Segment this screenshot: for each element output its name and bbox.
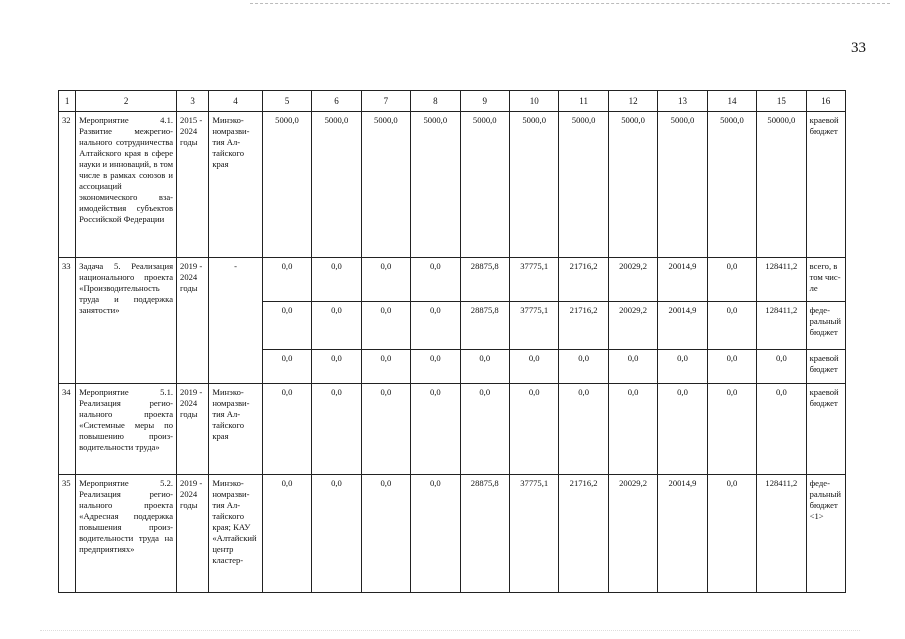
value-cell: 0,0 <box>361 258 410 302</box>
value-cell: 20029,2 <box>608 302 657 350</box>
value-cell: 21716,2 <box>559 302 608 350</box>
header-cell: 9 <box>460 91 509 112</box>
funding-source: федеральный бюджет <box>806 302 845 350</box>
funding-source: всего, в том числе <box>806 258 845 302</box>
value-cell: 0,0 <box>658 350 707 384</box>
value-cell: 5000,0 <box>509 112 558 258</box>
budget-table <box>58 90 846 593</box>
value-cell: 37775,1 <box>509 475 558 593</box>
value-cell: 28875,8 <box>460 475 509 593</box>
value-cell: 20014,9 <box>658 258 707 302</box>
value-cell: 50000,0 <box>757 112 806 258</box>
value-cell: 0,0 <box>608 384 657 475</box>
table-row <box>59 112 846 258</box>
table-row <box>59 475 846 593</box>
header-cell: 2 <box>76 91 177 112</box>
header-cell: 13 <box>658 91 707 112</box>
value-cell: 0,0 <box>262 258 311 302</box>
value-cell: 0,0 <box>411 384 460 475</box>
value-cell: 0,0 <box>361 384 410 475</box>
value-cell: 21716,2 <box>559 258 608 302</box>
value-cell: 0,0 <box>707 350 756 384</box>
row-number: 35 <box>59 475 76 593</box>
value-cell: 5000,0 <box>559 112 608 258</box>
value-cell: 5000,0 <box>312 112 361 258</box>
value-cell: 0,0 <box>262 350 311 384</box>
value-cell: 0,0 <box>509 350 558 384</box>
table-row <box>59 258 846 302</box>
value-cell: 0,0 <box>411 350 460 384</box>
value-cell: 20029,2 <box>608 258 657 302</box>
value-cell: 0,0 <box>707 384 756 475</box>
value-cell: 128411,2 <box>757 475 806 593</box>
table-row <box>59 384 846 475</box>
value-cell: 0,0 <box>509 384 558 475</box>
header-cell: 3 <box>177 91 209 112</box>
value-cell: 5000,0 <box>658 112 707 258</box>
value-cell: 0,0 <box>411 302 460 350</box>
header-cell: 16 <box>806 91 845 112</box>
value-cell: 37775,1 <box>509 302 558 350</box>
value-cell: 20014,9 <box>658 302 707 350</box>
value-cell: 5000,0 <box>707 112 756 258</box>
value-cell: 0,0 <box>707 302 756 350</box>
value-cell: 5000,0 <box>460 112 509 258</box>
header-cell: 10 <box>509 91 558 112</box>
activity-name: Мероприятие 5.2. Реализация регионального проекта «Адресная поддержка повышения производительности труда на предприятиях» <box>76 475 177 593</box>
value-cell: 0,0 <box>460 350 509 384</box>
activity-name: Мероприятие 4.1. Развитие межрегионального сотрудничества Алтайского края в сфере науки и инноваций, в том числе в рамках союзов и ассоциаций экономического взаимодействия субъектов Российской Федерации <box>76 112 177 258</box>
activity-name: Задача 5. Реализация национального проекта «Производительность труда и поддержка занятости» <box>76 258 177 384</box>
executor: Минэкономразвития Алтайского края <box>209 384 262 475</box>
executor: Минэкономразвития Алтайского края; КАУ «Алтайский центр кластер- <box>209 475 262 593</box>
executor: - <box>209 258 262 384</box>
row-number: 32 <box>59 112 76 258</box>
value-cell: 37775,1 <box>509 258 558 302</box>
header-row <box>59 91 846 112</box>
value-cell: 0,0 <box>361 302 410 350</box>
value-cell: 0,0 <box>312 302 361 350</box>
value-cell: 128411,2 <box>757 302 806 350</box>
value-cell: 28875,8 <box>460 258 509 302</box>
value-cell: 20029,2 <box>608 475 657 593</box>
period: 2019 - 2024 годы <box>177 475 209 593</box>
period: 2015 - 2024 годы <box>177 112 209 258</box>
period: 2019 - 2024 годы <box>177 258 209 384</box>
value-cell: 0,0 <box>757 350 806 384</box>
value-cell: 5000,0 <box>411 112 460 258</box>
header-cell: 4 <box>209 91 262 112</box>
value-cell: 20014,9 <box>658 475 707 593</box>
scan-edge-line <box>250 3 890 4</box>
header-cell: 15 <box>757 91 806 112</box>
value-cell: 0,0 <box>707 475 756 593</box>
value-cell: 0,0 <box>411 475 460 593</box>
value-cell: 0,0 <box>559 384 608 475</box>
value-cell: 0,0 <box>262 302 311 350</box>
scan-edge-line <box>40 630 860 631</box>
value-cell: 5000,0 <box>361 112 410 258</box>
header-cell: 7 <box>361 91 410 112</box>
header-cell: 1 <box>59 91 76 112</box>
funding-source: краевой бюджет <box>806 384 845 475</box>
value-cell: 0,0 <box>460 384 509 475</box>
value-cell: 0,0 <box>262 475 311 593</box>
activity-name: Мероприятие 5.1. Реализация регионального проекта «Системные меры по повышению производительности труда» <box>76 384 177 475</box>
header-cell: 12 <box>608 91 657 112</box>
value-cell: 0,0 <box>658 384 707 475</box>
value-cell: 0,0 <box>312 475 361 593</box>
value-cell: 0,0 <box>312 384 361 475</box>
value-cell: 0,0 <box>361 475 410 593</box>
value-cell: 0,0 <box>361 350 410 384</box>
header-cell: 14 <box>707 91 756 112</box>
executor: Минэкономразвития Алтайского края <box>209 112 262 258</box>
row-number: 33 <box>59 258 76 384</box>
page-number: 33 <box>851 40 866 56</box>
value-cell: 0,0 <box>262 384 311 475</box>
value-cell: 5000,0 <box>608 112 657 258</box>
funding-source: краевой бюджет <box>806 112 845 258</box>
funding-source: краевой бюджет <box>806 350 845 384</box>
value-cell: 0,0 <box>559 350 608 384</box>
row-number: 34 <box>59 384 76 475</box>
value-cell: 128411,2 <box>757 258 806 302</box>
value-cell: 0,0 <box>312 350 361 384</box>
header-cell: 11 <box>559 91 608 112</box>
funding-source: федеральный бюджет <1> <box>806 475 845 593</box>
header-cell: 6 <box>312 91 361 112</box>
value-cell: 5000,0 <box>262 112 311 258</box>
header-cell: 5 <box>262 91 311 112</box>
period: 2019 - 2024 годы <box>177 384 209 475</box>
value-cell: 0,0 <box>312 258 361 302</box>
value-cell: 0,0 <box>411 258 460 302</box>
value-cell: 0,0 <box>608 350 657 384</box>
value-cell: 21716,2 <box>559 475 608 593</box>
value-cell: 0,0 <box>757 384 806 475</box>
value-cell: 0,0 <box>707 258 756 302</box>
value-cell: 28875,8 <box>460 302 509 350</box>
header-cell: 8 <box>411 91 460 112</box>
